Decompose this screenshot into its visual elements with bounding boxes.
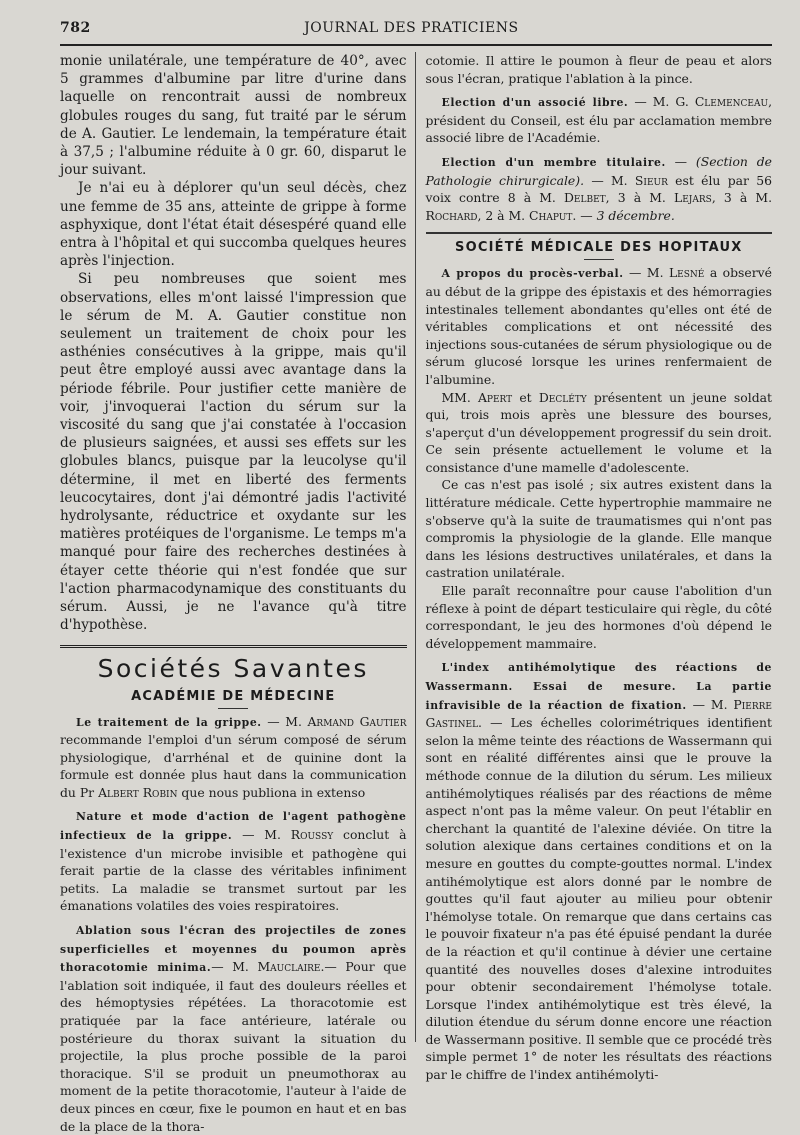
author-name: Mauclaire <box>257 959 320 974</box>
report-lead: A propos du procès-verbal. <box>442 267 624 280</box>
left-column <box>60 52 415 1042</box>
heading-rule <box>584 259 614 260</box>
section-title: Sociétés Savantes <box>60 654 407 683</box>
author-name: Pierre Gastinel <box>426 697 773 731</box>
author-name: Apert <box>478 390 512 405</box>
author-name: Armand Gautier <box>307 714 406 729</box>
author-name: Delbet <box>564 190 606 205</box>
report-lead: Ablation sous l'écran des projectiles de zones superficielles et moyennes du poumon après thoracotomie minima. <box>60 924 407 974</box>
journal-title: JOURNAL DES PRATICIENS <box>91 20 772 36</box>
report-lead: Nature et mode d'action de l'agent pathogène infectieux de la grippe. <box>60 810 407 842</box>
article-continuation <box>60 52 407 635</box>
page-header <box>60 20 772 42</box>
paragraph: monie unilatérale, une température de 40°, avec 5 grammes d'albumine par litre d'urine dans laquelle on rencontrait aussi de nombreux globules rouges du sang, fut traité par le sérum de A. Gautier. Le lendemain, la température était à 37,5 ; l'albumine réduite à 0 gr. 60, disparut le jour suivant. <box>60 52 407 179</box>
report-lead: Le traitement de la grippe. <box>76 716 262 729</box>
report-ablation: Ablation sous l'écran des projectiles de zones superficielles et moyennes du poumon après thoracotomie minima.— M. Mauclaire.— Pour que l'ablation soit indiquée, il faut des douleurs réelles et des hémoptysies répétées. La thoracotomie est pratiquée par la face antérieure, latérale ou postérieure du thorax suivant la situation du projectile, la plus proche possible de la paroi thoracique. S'il se produit un pneumothorax au moment de la petite thoracotomie, l'auteur à l'aide de deux pinces en cœur, fixe le poumon en haut et en bas de la place de la thora- <box>60 921 407 1135</box>
author-name: Clemenceau <box>695 94 768 109</box>
section-divider <box>60 645 407 648</box>
author-name: Rochard <box>426 208 478 223</box>
two-column-body <box>60 52 772 1042</box>
report-proces-verbal: A propos du procès-verbal. — M. Lesné a observé au début de la grippe des épistaxis et des hémorragies intestinales tellement abondantes qu'elles ont été de véritables complications et ont nécessité des injections sous-cutanées de sérum physiologique ou de sérum glucosé lorsque les urines renfermaient de l'albumine. <box>426 264 773 388</box>
author-name: Albert Robin <box>98 785 177 800</box>
paragraph: cotomie. Il attire le poumon à fleur de peau et alors sous l'écran, pratique l'ablation à la pince. <box>426 52 773 87</box>
author-name: Chaput <box>529 208 572 223</box>
report-lead: Election d'un associé libre. <box>442 96 629 109</box>
author-name: Sieur <box>635 173 668 188</box>
report-agent-pathogene: Nature et mode d'action de l'agent pathogène infectieux de la grippe. — M. Roussy conclut à l'existence d'un microbe invisible et pathogène qui ferait partie de la classe des véritables infiniment petits. La maladie se transmet surtout par les émanations volatiles des voies respiratoires. <box>60 807 407 915</box>
report-membre-titulaire: Election d'un membre titulaire. — (Section de Pathologie chirurgicale). — M. Sieur est élu par 56 voix contre 8 à M. Delbet, 3 à M. Lejars, 3 à M. Rochard, 2 à M. Chaput. — 3 décembre. <box>426 153 773 224</box>
report-lead: L'index antihémolytique des réactions de Wassermann. Essai de mesure. La partie infravisible de la réaction de fixation. <box>426 661 773 711</box>
section-divider <box>426 232 773 234</box>
report-grippe: Le traitement de la grippe. — M. Armand Gautier recommande l'emploi d'un sérum composé de sérum physiologique, d'arrhénal et de quinine dont la formule est donnée plus haut dans la communication du Pr Albert Robin que nous publiona in extenso <box>60 713 407 802</box>
academie-reports <box>60 713 407 1135</box>
paragraph: Elle paraît reconnaître pour cause l'abolition d'un réflexe à point de départ testiculaire qui règle, du côté correspondant, le jeu des hormones d'où dépend le développement mammaire. <box>426 582 773 652</box>
header-rule <box>60 44 772 46</box>
right-column <box>415 52 773 1042</box>
societe-heading: SOCIÉTÉ MÉDICALE DES HOPITAUX <box>426 240 773 255</box>
paragraph: Si peu nombreuses que soient mes observations, elles m'ont laissé l'impression que le sérum de M. A. Gautier constitue non seulement un traitement de choix pour les asthénies consécutives à la grippe, mais qu'il peut être employé aussi avec avantage dans la période fébrile. Pour justifier cette manière de voir, j'invoquerai l'action du sérum sur la viscosité du sang que j'ai constatée à l'occasion de plusieurs saignées, et aussi ses effets sur les globules blancs, puisque par la leucolyse qu'il détermine, il met en liberté des ferments leucocytaires, dont j'ai démontré jadis l'activité hydrolysante, réductrice et oxydante sur les matières protéiques de l'organisme. Le temps m'a manqué pour faire des recherches destinées à étayer cette théorie qui n'est fondée que sur l'action pharmacodynamique des constituants du sérum. Aussi, je ne l'avance qu'à titre d'hypothèse. <box>60 270 407 634</box>
author-name: Roussy <box>291 827 333 842</box>
heading-rule <box>218 708 248 709</box>
report-index-antihemolytique: L'index antihémolytique des réactions de Wassermann. Essai de mesure. La partie infravisible de la réaction de fixation. — M. Pierre Gastinel. — Les échelles colorimétriques identifient selon la même teinte des réactions de Wassermann qui sont en réalité différentes ainsi que le prouve la méthode connue de la dilution du sérum. Les milieux antihémolytiques réalisés par des réactions de même aspect n'ont pas la même valeur. On peut l'établir en cherchant la quantité de l'alexine déviée. On titre la solution alexique dans certaines conditions et on la mesure en gouttes du compte-gouttes normal. L'index antihémolytique est alors donné par le nombre de gouttes qu'il faut ajouter au milieu pour obtenir l'hémolyse totale. On remarque que dans certains cas le pouvoir fixateur n'a pas été épuisé pendant la durée de la réaction et qu'il continue à dévier une certaine quantité des nouvelles doses d'alexine introduites pour obtenir secondairement l'hémolyse totale. Lorsque l'index antihémolytique est très élevé, la dilution étendue du sérum donne encore une réaction de Wassermann positive. Il semble que ce procédé très simple permet 1° de noter les résultats des réactions par le chiffre de l'index antihémolyti- <box>426 658 773 1083</box>
report-lead: Election d'un membre titulaire. <box>442 156 666 169</box>
page-number: 782 <box>60 20 91 36</box>
report-associe-libre: Election d'un associé libre. — M. G. Clemenceau, président du Conseil, est élu par acclamation membre associé libre de l'Académie. <box>426 93 773 147</box>
author-name: Lejars <box>674 190 712 205</box>
academie-heading: ACADÉMIE DE MÉDECINE <box>60 689 407 704</box>
paragraph: Je n'ai eu à déplorer qu'un seul décès, chez une femme de 35 ans, atteinte de grippe à forme asphyxique, dont l'état était désespéré quand elle entra à l'hôpital et qui succomba quelques heures après l'injection. <box>60 179 407 270</box>
report-hypertrophie: MM. Apert et Decléty présentent un jeune soldat qui, trois mois après une blessure des bourses, s'aperçut d'un développement progressif du sein droit. Ce sein présente actuellement le volume et la consistance d'une mamelle d'adolescente. <box>426 389 773 477</box>
author-name: Lesné <box>669 265 704 280</box>
paragraph: Ce cas n'est pas isolé ; six autres existent dans la littérature médicale. Cette hypertrophie mammaire ne s'observe qu'à la suite de traumatismes qui n'ont pas compromis la physiologie de la glande. Elle manque dans les lésions destructives unilatérales, et dans la castration unilatérale. <box>426 476 773 582</box>
report-date: 3 décembre. <box>597 208 675 223</box>
author-name: Decléty <box>539 390 587 405</box>
